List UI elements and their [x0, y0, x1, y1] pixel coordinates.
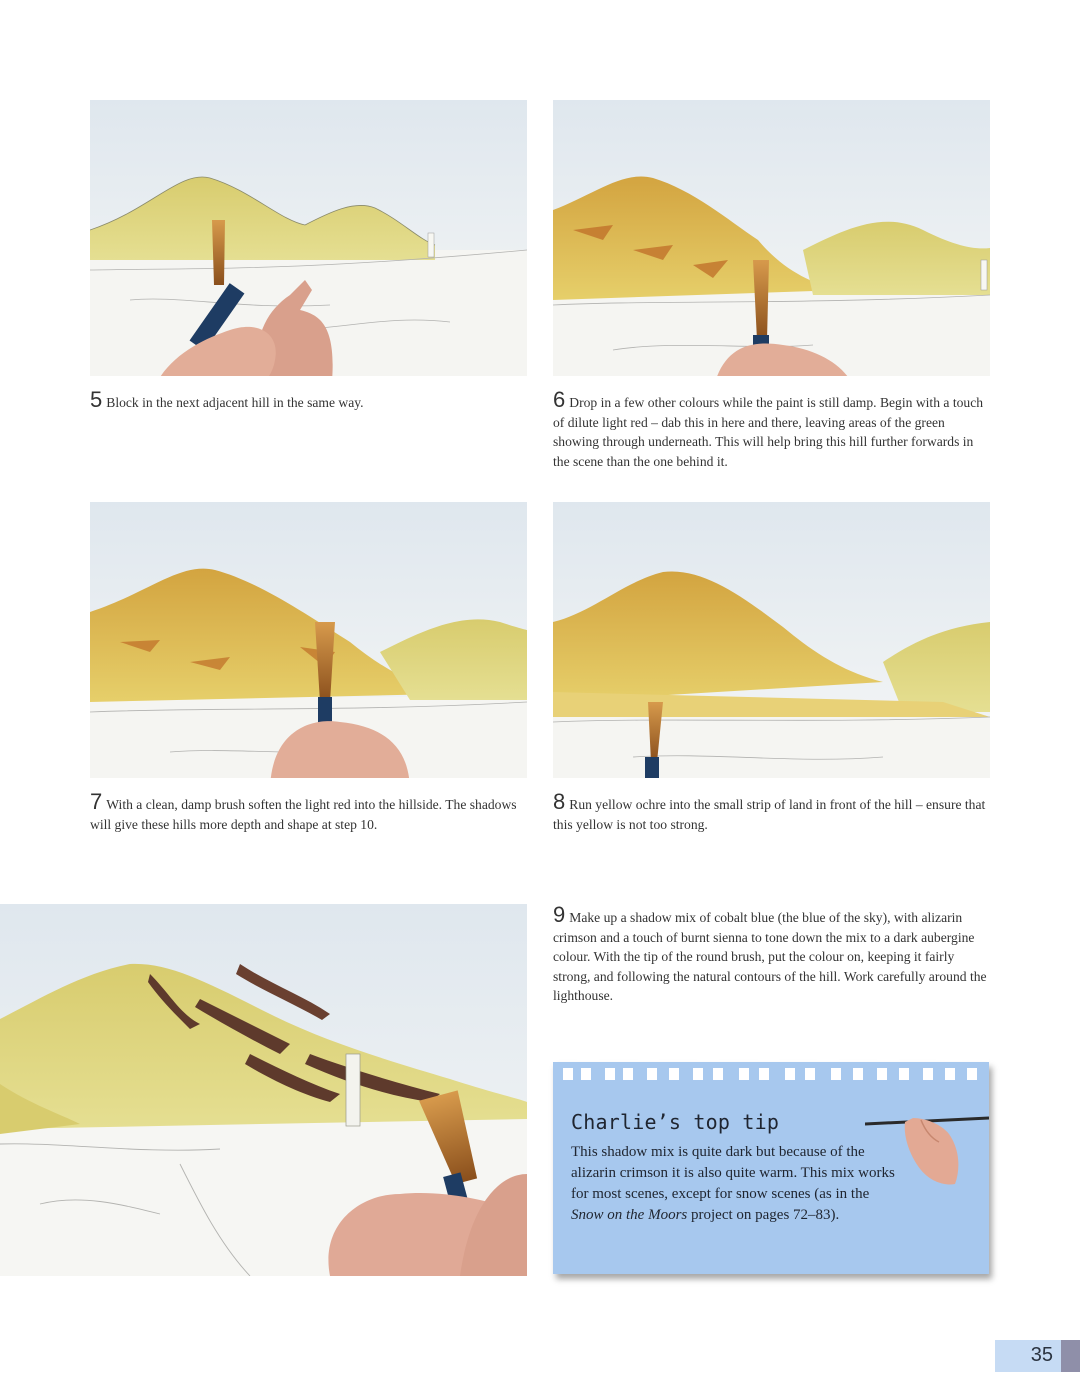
step-8-photo	[553, 502, 990, 778]
step-7-text: With a clean, damp brush soften the light red into the hillside. The shadows will give these hills more depth and shape at step 10.	[90, 797, 517, 832]
step-9-number: 9	[553, 902, 566, 927]
step-8-painting	[553, 502, 990, 778]
step-7-photo	[90, 502, 527, 778]
step-9-photo	[0, 904, 527, 1276]
step-9-text: Make up a shadow mix of cobalt blue (the blue of the sky), with alizarin crimson and a touch of burnt sienna to tone down the mix to a dark aubergine colour. With the tip of the round brush, put the colour on, keeping it fairly strong, and following the natural contours of the hill. Work carefully around the lighthouse.	[553, 910, 987, 1003]
step-6-caption	[553, 387, 990, 471]
step-5-photo	[90, 100, 527, 376]
step-7-number: 7	[90, 789, 103, 814]
step-5-number: 5	[90, 387, 103, 412]
step-7-painting	[90, 502, 527, 778]
page-number-tab	[995, 1340, 1061, 1372]
tip-title: Charlie’s top tip	[571, 1110, 780, 1134]
step-5-text: Block in the next adjacent hill in the same way.	[106, 395, 364, 410]
step-9-caption	[553, 902, 990, 1006]
tip-text-after: project on pages 72–83).	[687, 1207, 840, 1223]
step-5-caption	[90, 387, 527, 413]
step-5-painting	[90, 100, 527, 376]
step-6-photo	[553, 100, 990, 376]
step-6-number: 6	[553, 387, 566, 412]
step-6-text: Drop in a few other colours while the paint is still damp. Begin with a touch of dilute light red – dab this in here and there, leaving areas of the green showing through underneath. This will help bring this hill further forwards in the scene than the one behind it.	[553, 395, 984, 469]
page-edge-bar	[1061, 1340, 1080, 1372]
step-8-number: 8	[553, 789, 566, 814]
tip-text	[571, 1142, 901, 1226]
tip-text-before: This shadow mix is quite dark but because of the alizarin crimson it is also quite warm. This mix works for most scenes, except for snow scenes (as in the	[571, 1144, 895, 1202]
step-8-text: Run yellow ochre into the small strip of land in front of the hill – ensure that this yellow is not too strong.	[553, 797, 986, 832]
step-9-painting	[0, 904, 527, 1276]
step-6-painting	[553, 100, 990, 376]
top-tip-box	[553, 1062, 989, 1274]
torn-paper-edge	[553, 1054, 989, 1090]
step-8-caption	[553, 789, 990, 834]
step-7-caption	[90, 789, 527, 834]
tip-text-italic: Snow on the Moors	[571, 1207, 688, 1223]
page-number: 35	[1030, 1344, 1053, 1366]
